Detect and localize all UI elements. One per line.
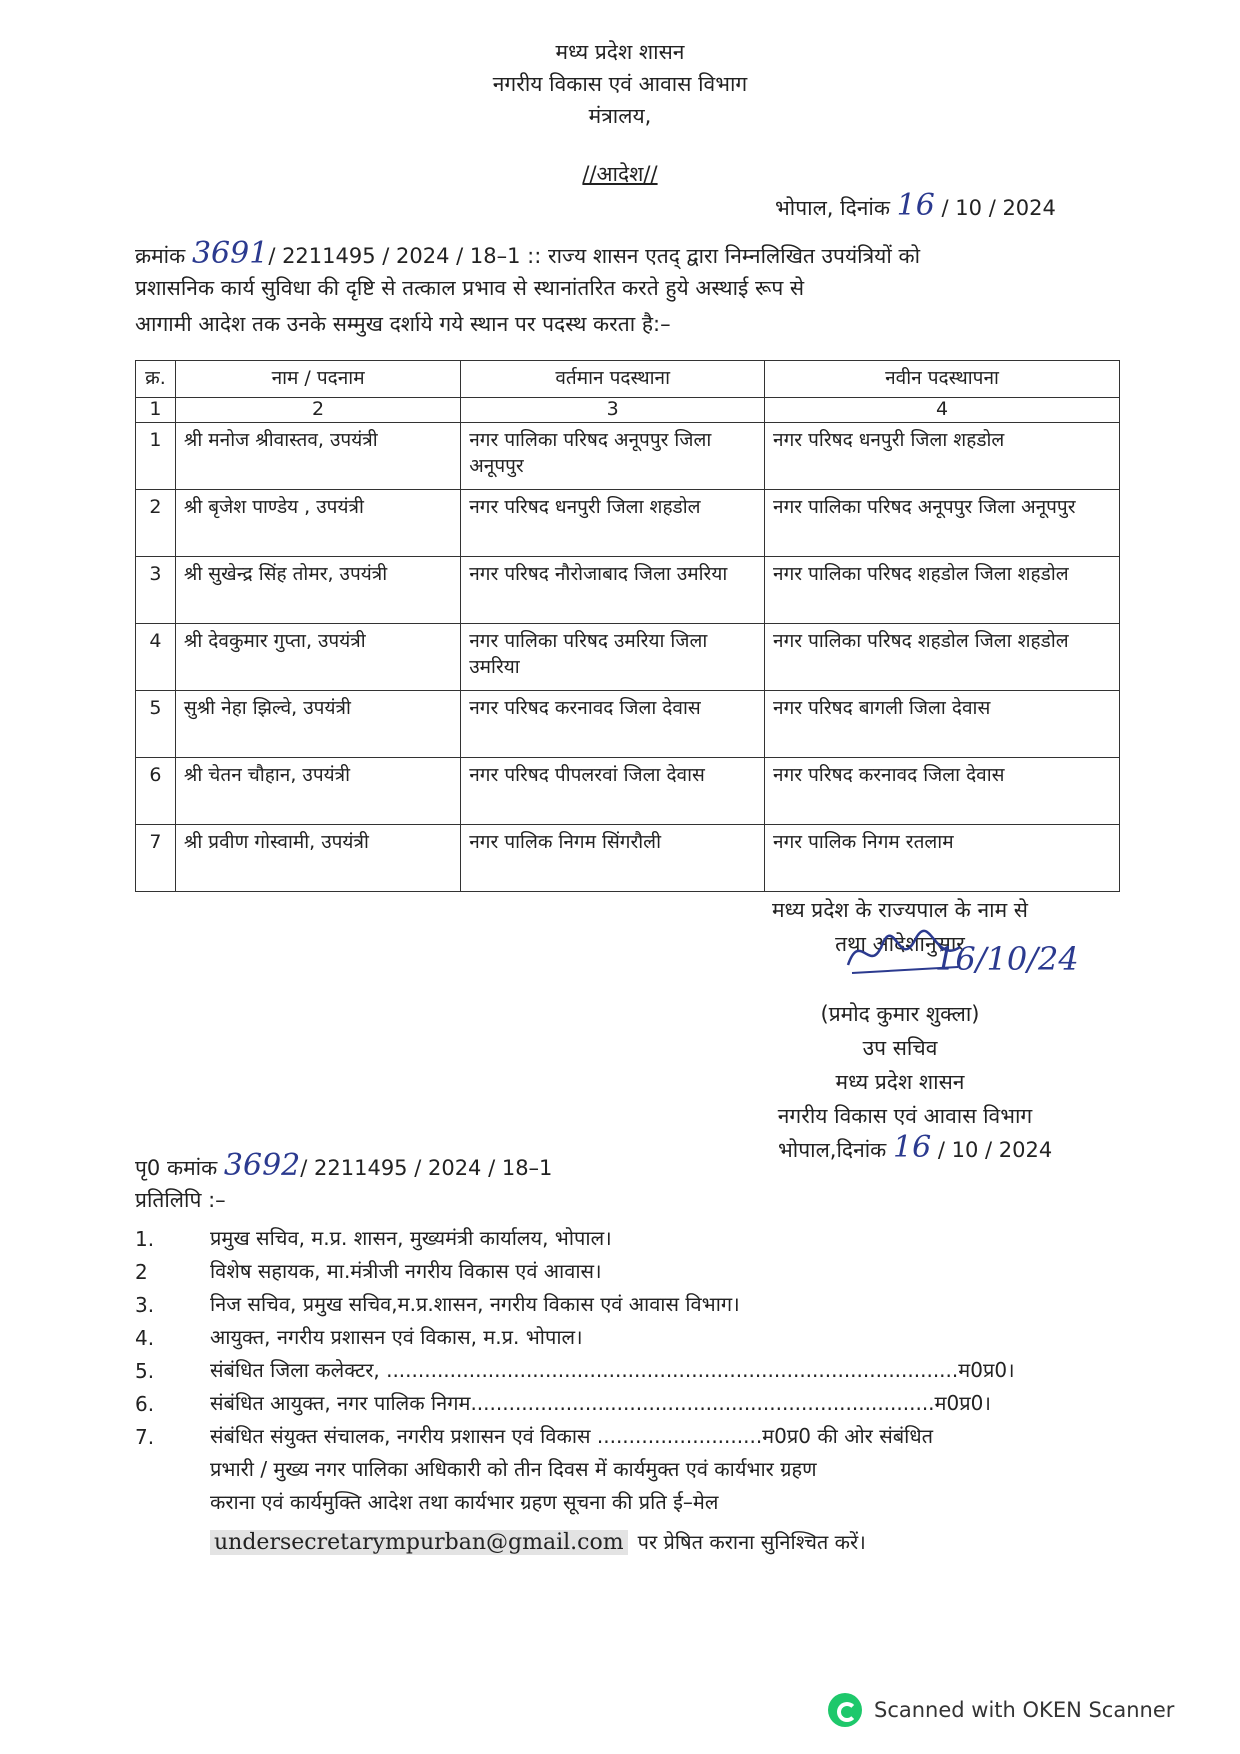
list-item bbox=[135, 1383, 1135, 1416]
list-item-text: प्रमुख सचिव, म.प्र. शासन, मुख्यमंत्री कार्यालय, भोपाल। bbox=[210, 1226, 612, 1250]
col-header-name: नाम / पदनाम bbox=[175, 361, 460, 398]
list-item-text: निज सचिव, प्रमुख सचिव,म.प्र.शासन, नगरीय विकास एवं आवास विभाग। bbox=[210, 1292, 740, 1316]
signatory-department-1: मध्य प्रदेश शासन bbox=[835, 1070, 965, 1094]
signature-date-prefix: भोपाल,दिनांक bbox=[778, 1138, 887, 1162]
name-cell: श्री देवकुमार गुप्ता, उपयंत्री bbox=[175, 624, 460, 691]
header-department: नगरीय विकास एवं आवास विभाग bbox=[492, 72, 748, 96]
list-item-text: कराना एवं कार्यमुक्ति आदेश तथा कार्यभार ग्रहण सूचना की प्रति ई–मेल bbox=[210, 1490, 719, 1514]
index-cell: 4 bbox=[765, 398, 1120, 423]
header-ministry: मंत्रालय, bbox=[588, 104, 652, 128]
index-cell: 3 bbox=[461, 398, 765, 423]
list-item bbox=[135, 1251, 1135, 1284]
new-posting-cell: नगर परिषद करनावद जिला देवास bbox=[765, 758, 1120, 825]
list-item-text: पर प्रेषित कराना सुनिश्चित करें। bbox=[637, 1530, 866, 1554]
table-header-row bbox=[136, 361, 1120, 398]
handwritten-signature-day: 16 bbox=[892, 1130, 932, 1165]
new-posting-cell: नगर परिषद बागली जिला देवास bbox=[765, 691, 1120, 758]
copy-reference-line bbox=[135, 1148, 552, 1186]
list-item bbox=[135, 1416, 1135, 1449]
list-item-text: आयुक्त, नगरीय प्रशासन एवं विकास, म.प्र. भोपाल। bbox=[210, 1325, 583, 1349]
copy-reference: / 2211495 / 2024 / 18–1 bbox=[300, 1156, 553, 1180]
name-cell: श्री प्रवीण गोस्वामी, उपयंत्री bbox=[175, 825, 460, 892]
list-item-number: 2 bbox=[135, 1260, 148, 1284]
list-item-number: 3. bbox=[135, 1293, 155, 1317]
table-row bbox=[136, 758, 1120, 825]
signatory-name: (प्रमोद कुमार शुक्ला) bbox=[820, 1002, 980, 1026]
list-item-number: 7. bbox=[135, 1425, 155, 1449]
list-item-text: संबंधित संयुक्त संचालक, नगरीय प्रशासन एवं विकास ..........................म0प्र0 की ओर संबंधित bbox=[210, 1424, 934, 1448]
serial-cell: 6 bbox=[136, 758, 176, 825]
copy-title: प्रतिलिपि :– bbox=[135, 1188, 226, 1212]
transfer-table bbox=[135, 360, 1120, 892]
table-row bbox=[136, 624, 1120, 691]
list-item-text: प्रभारी / मुख्य नगर पालिका अधिकारी को तीन दिवस में कार्यमुक्त एवं कार्यभार ग्रहण bbox=[210, 1457, 817, 1481]
current-posting-cell: नगर पालिका परिषद उमरिया जिला उमरिया bbox=[461, 624, 765, 691]
table-row bbox=[136, 557, 1120, 624]
list-item bbox=[135, 1218, 1135, 1251]
date-rest: / 10 / 2024 bbox=[941, 196, 1056, 220]
scanner-watermark-text: Scanned with OKEN Scanner bbox=[874, 1698, 1175, 1722]
signature-line-2: तथा आदेशानुसार bbox=[835, 932, 965, 956]
table-row bbox=[136, 691, 1120, 758]
current-posting-cell: नगर परिषद पीपलरवां जिला देवास bbox=[461, 758, 765, 825]
intro-line-2: प्रशासनिक कार्य सुविधा की दृष्टि से तत्काल प्रभाव से स्थानांतरित करते हुये अस्थाई रूप से bbox=[135, 276, 805, 300]
new-posting-cell: नगर पालिका परिषद अनूपपुर जिला अनूपपुर bbox=[765, 490, 1120, 557]
list-item-number: 6. bbox=[135, 1392, 155, 1416]
serial-cell: 1 bbox=[136, 423, 176, 490]
list-item-number: 4. bbox=[135, 1326, 155, 1350]
new-posting-cell: नगर पालिक निगम रतलाम bbox=[765, 825, 1120, 892]
serial-cell: 4 bbox=[136, 624, 176, 691]
list-item bbox=[135, 1284, 1135, 1317]
table-row bbox=[136, 825, 1120, 892]
list-item bbox=[135, 1317, 1135, 1350]
name-cell: श्री मनोज श्रीवास्तव, उपयंत्री bbox=[175, 423, 460, 490]
list-item-text: विशेष सहायक, मा.मंत्रीजी नगरीय विकास एवं आवास। bbox=[210, 1259, 602, 1283]
oken-scanner-logo-icon bbox=[828, 1693, 862, 1727]
date-line bbox=[775, 188, 1056, 226]
table-row bbox=[136, 490, 1120, 557]
signature-line-1: मध्य प्रदेश के राज्यपाल के नाम से bbox=[772, 898, 1028, 922]
serial-cell: 5 bbox=[136, 691, 176, 758]
list-item-number: 1. bbox=[135, 1227, 155, 1251]
new-posting-cell: नगर पालिका परिषद शहडोल जिला शहडोल bbox=[765, 624, 1120, 691]
intro-line-3: आगामी आदेश तक उनके सम्मुख दर्शाये गये स्थान पर पदस्थ करता है:– bbox=[135, 312, 671, 336]
current-posting-cell: नगर परिषद नौरोजाबाद जिला उमरिया bbox=[461, 557, 765, 624]
copy-number-label: पृ0 कमांक bbox=[135, 1156, 218, 1180]
list-item-number: 5. bbox=[135, 1359, 155, 1383]
name-cell: श्री चेतन चौहान, उपयंत्री bbox=[175, 758, 460, 825]
new-posting-cell: नगर पालिका परिषद शहडोल जिला शहडोल bbox=[765, 557, 1120, 624]
col-header-new-posting: नवीन पदस्थापना bbox=[765, 361, 1120, 398]
name-cell: श्री सुखेन्द्र सिंह तोमर, उपयंत्री bbox=[175, 557, 460, 624]
email-link[interactable]: undersecretarympurban@gmail.com bbox=[210, 1530, 628, 1555]
list-item-continuation bbox=[135, 1515, 1135, 1555]
handwritten-day: 16 bbox=[896, 188, 935, 223]
serial-cell: 2 bbox=[136, 490, 176, 557]
serial-cell: 7 bbox=[136, 825, 176, 892]
list-item-continuation bbox=[135, 1449, 1135, 1482]
index-cell: 1 bbox=[136, 398, 176, 423]
current-posting-cell: नगर परिषद करनावद जिला देवास bbox=[461, 691, 765, 758]
order-reference: / 2211495 / 2024 / 18–1 :: bbox=[268, 244, 542, 268]
current-posting-cell: नगर पालिक निगम सिंगरौली bbox=[461, 825, 765, 892]
list-item bbox=[135, 1350, 1135, 1383]
signature-date-rest: / 10 / 2024 bbox=[937, 1138, 1053, 1162]
serial-cell: 3 bbox=[136, 557, 176, 624]
handwritten-order-number: 3691 bbox=[191, 236, 269, 271]
handwritten-copy-number: 3692 bbox=[223, 1148, 301, 1183]
signatory-designation: उप सचिव bbox=[862, 1036, 938, 1060]
name-cell: सुश्री नेहा झिल्वे, उपयंत्री bbox=[175, 691, 460, 758]
name-cell: श्री बृजेश पाण्डेय , उपयंत्री bbox=[175, 490, 460, 557]
table-index-row bbox=[136, 398, 1120, 423]
list-item-continuation bbox=[135, 1482, 1135, 1515]
list-item-text: संबंधित जिला कलेक्टर, ..........................................................................................म0प्र0। bbox=[210, 1358, 1015, 1382]
date-prefix: भोपाल, दिनांक bbox=[775, 196, 890, 220]
signatory-department-2: नगरीय विकास एवं आवास विभाग bbox=[777, 1104, 1033, 1128]
list-item-text: संबंधित आयुक्त, नगर पालिक निगम.........................................................................म0प्र0। bbox=[210, 1391, 991, 1415]
new-posting-cell: नगर परिषद धनपुरी जिला शहडोल bbox=[765, 423, 1120, 490]
current-posting-cell: नगर परिषद धनपुरी जिला शहडोल bbox=[461, 490, 765, 557]
intro-line-1 bbox=[135, 236, 920, 274]
header-government: मध्य प्रदेश शासन bbox=[555, 40, 685, 64]
intro-text-1: राज्य शासन एतद् द्वारा निम्नलिखित उपयंत्रियों को bbox=[547, 244, 921, 268]
signature-date-line bbox=[778, 1130, 1052, 1168]
col-header-current-posting: वर्तमान पदस्थाना bbox=[461, 361, 765, 398]
scanner-watermark bbox=[828, 1693, 1174, 1727]
order-title: //आदेश// bbox=[582, 162, 658, 186]
handwritten-signature-date: 16/10/24 bbox=[935, 940, 1079, 978]
current-posting-cell: नगर पालिका परिषद अनूपपुर जिला अनूपपुर bbox=[461, 423, 765, 490]
order-number-label: क्रमांक bbox=[135, 244, 186, 268]
copy-list bbox=[135, 1218, 1135, 1555]
col-header-serial: क्र. bbox=[136, 361, 176, 398]
index-cell: 2 bbox=[175, 398, 460, 423]
table-row bbox=[136, 423, 1120, 490]
